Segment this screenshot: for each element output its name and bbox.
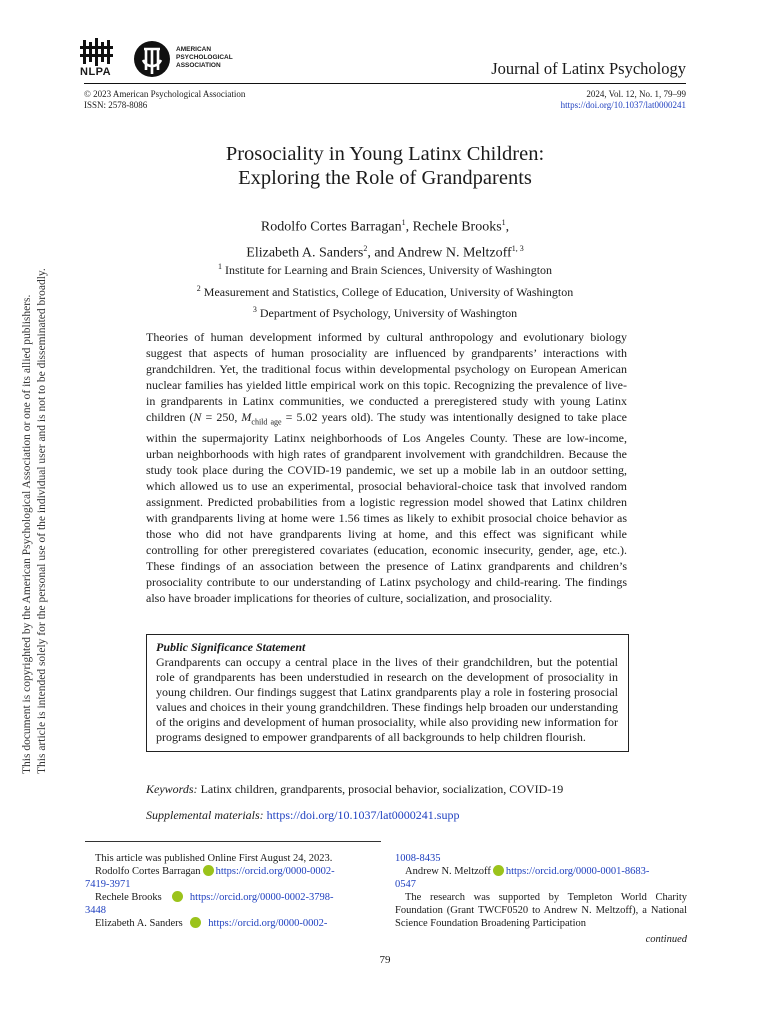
article-title xyxy=(120,142,650,190)
volume-line: 2024, Vol. 12, No. 1, 79–99 xyxy=(586,89,686,99)
funding-note: The research was supported by Templeton World Charity Foundation (Grant TWCF0520 to Andrew N. Meltzoff), a National Science Foundation Broadening Participation xyxy=(395,892,687,929)
supplemental-label: Supplemental materials: xyxy=(146,808,264,822)
author-name: Elizabeth A. Sanders xyxy=(246,245,364,261)
footnote-rule xyxy=(85,841,381,842)
copyright-notice-line2: This article is intended solely for the personal use of the individual user and is not to be disseminated broadly. xyxy=(36,268,48,774)
footnote-left-column: This article was published Online First August 24, 2023. Rodolfo Cortes Barragan https://orcid.org/0000-0002- 7419-3971 Rechele Brooks https://orcid.org/0000-0002-3798- 3448 Elizabeth A. Sanders https://orcid.org/0000-0002- xyxy=(85,852,381,930)
orcid-icon xyxy=(172,891,183,902)
header-rule xyxy=(84,83,686,84)
continued-label: continued xyxy=(645,934,687,945)
header-meta-left xyxy=(84,89,245,111)
public-significance-heading: Public Significance Statement xyxy=(156,640,306,654)
journal-name: Journal of Latinx Psychology xyxy=(491,59,686,78)
keywords-text: Latinx children, grandparents, prosocial behavior, socialization, COVID-19 xyxy=(200,782,564,796)
issn-line: ISSN: 2578-8086 xyxy=(84,100,148,110)
apa-logo-line1: AMERICAN xyxy=(176,46,212,53)
published-note: This article was published Online First August 24, 2023. xyxy=(95,853,333,864)
author-name: Rodolfo Cortes Barragan xyxy=(260,219,402,235)
apa-logo-line3: ASSOCIATION xyxy=(176,62,221,69)
footnote-right-column: 1008-8435 Andrew N. Meltzoff https://orcid.org/0000-0001-8683- 0547 The research was supported by Templeton World Charity Foundation (Grant TWCF0520 to Andrew N. Meltzoff), a National Science Foundation Broadening Participation xyxy=(395,853,687,929)
title-line2: Exploring the Role of Grandparents xyxy=(238,167,532,189)
abstract: Theories of human development informed by cultural anthropology and evolutionary biology suggest that aspects of human prosociality are influenced by grandparents’ interactions with grandchildren. Yet, the traditional focus within developmental psychology on European American nuclear families has yielded little empirical work on this topic. Recognizing the prevalence of live-in grandparents in Latinx communities, we conducted a preregistered study with young Latinx children (N = 250, $M_{child age} = 5.02$ years old). The study was intentionally designed to take place within the supermajority Latinx neighborhoods of Los Angeles County. These are low-income, urban neighborhoods with high rates of grandparent involvement with grandchildren. Because the study took place during the COVID-19 pandemic, we set up a mobile lab in an outdoor setting, which allowed us to use an experimental, prosocial behavioral-choice task that involved random assignment. Predicted probabilities from a logistic regression model showed that Latinx children with grandparents living at home were 1.56 times as likely to exhibit prosocial choice behavior as those who did not have grandparents living at home, and this effect was significant while controlling for other preregistered covariates (education, economic insecurity, gender, age, etc.). These findings of an association between the presence of Latinx grandparents and children’s prosociality contribute to our understanding of Latinx psychology and child-rearing. The findings also have broader implications for theories of culture, socialization, and prosociality. xyxy=(146,330,627,606)
orcid-link[interactable]: https://orcid.org/0000-0002- xyxy=(215,866,335,877)
orcid-link[interactable]: https://orcid.org/0000-0002- xyxy=(208,918,328,929)
author-name: Rechele Brooks xyxy=(412,219,502,235)
public-significance-box xyxy=(146,634,629,752)
doi-link[interactable]: https://doi.org/10.1037/lat0000241 xyxy=(560,100,686,110)
title-line1: Prosociality in Young Latinx Children: xyxy=(225,143,545,165)
copyright-line: © 2023 American Psychological Association xyxy=(84,89,246,99)
author-name: Andrew N. Meltzoff xyxy=(397,245,512,261)
orcid-icon xyxy=(190,917,201,928)
orcid-link-cont[interactable]: 3448 xyxy=(85,905,106,916)
affiliation-item: $^2$ Measurement and Statistics, College of Education, University of Washington xyxy=(196,283,574,299)
orcid-link-cont[interactable]: 1008-8435 xyxy=(395,853,441,864)
author-list: Rodolfo Cortes Barragan$^1$, Rechele Brooks$^1$, Elizabeth A. Sanders$^2$, and Andrew N. Meltzoff$^{1, 3}$ xyxy=(246,218,524,261)
orcid-link[interactable]: https://orcid.org/0000-0001-8683- xyxy=(505,866,650,877)
supplemental-link[interactable]: https://doi.org/10.1037/lat0000241.supp xyxy=(266,808,460,822)
affiliation-item: $^3$ Department of Psychology, University of Washington xyxy=(252,305,518,320)
apa-logo-line2: PSYCHOLOGICAL xyxy=(176,54,233,61)
copyright-notice-line1: This document is copyrighted by the American Psychological Association or one of its allied publishers. xyxy=(21,294,33,774)
affiliation-item: $^1$ Institute for Learning and Brain Sciences, University of Washington xyxy=(217,262,553,277)
orcid-link-cont[interactable]: 0547 xyxy=(395,879,416,890)
header-meta-right xyxy=(561,89,686,111)
orcid-link[interactable]: https://orcid.org/0000-0002-3798- xyxy=(189,892,334,903)
orcid-icon xyxy=(203,865,214,876)
supplemental-materials xyxy=(146,808,459,823)
nlpa-logo xyxy=(80,38,114,80)
public-significance-text: Grandparents can occupy a central place in the lives of their grandchildren, but the potential role of grandparents has been understudied in research on the development of prosociality in young children. Our findings suggest that Latinx grandparents play a role in fostering prosocial values and choices in their young grandchildren. These findings help broaden our understanding of the origins and development of human prosociality, while also providing new information for programs designed to empower grandparents of all backgrounds to help children flourish. xyxy=(156,655,618,744)
affiliations xyxy=(120,258,650,323)
page-number: 79 xyxy=(379,954,391,966)
keywords-label: Keywords: xyxy=(146,782,198,796)
keywords xyxy=(146,782,563,797)
orcid-link-cont[interactable]: 7419-3971 xyxy=(85,879,131,890)
orcid-icon xyxy=(493,865,504,876)
nlpa-logo-text: NLPA xyxy=(80,66,112,78)
